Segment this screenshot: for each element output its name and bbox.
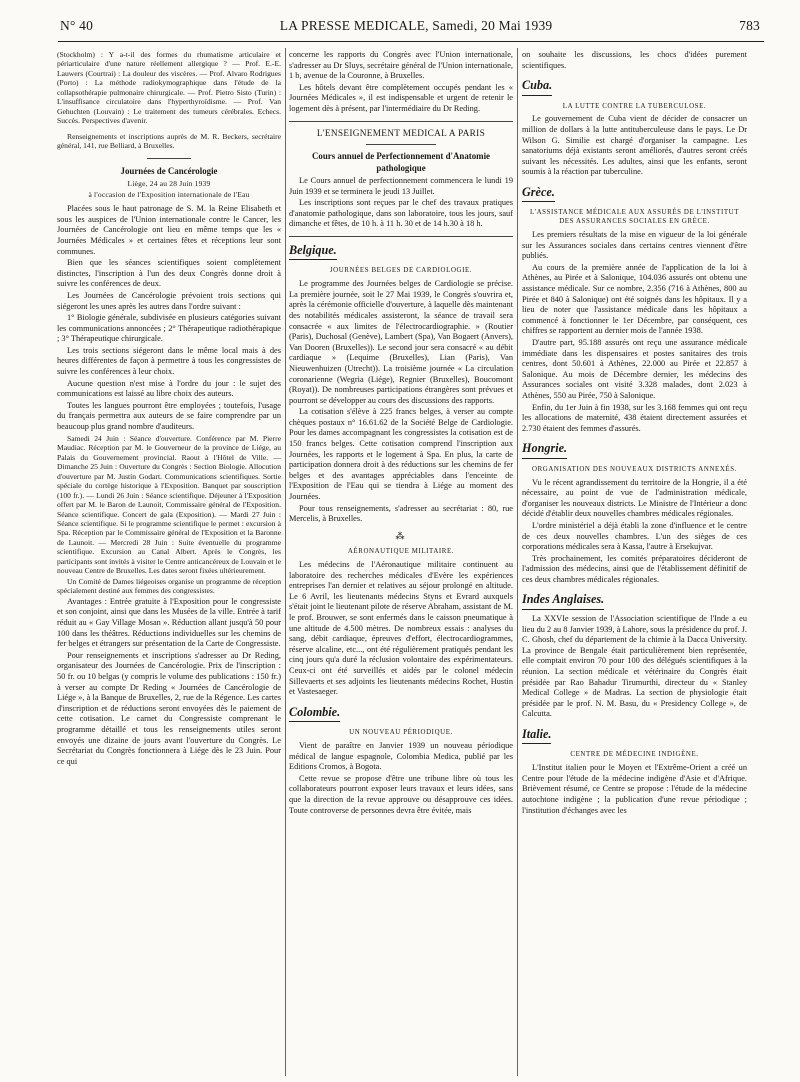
programme-paragraph: Samedi 24 Juin : Séance d'ouverture. Conférence par M. Pierre Maudiac. Réception par M. le Gouverneur de la province de Liége, au Palais du Gouvernement provincial. Raout à l'Hôtel de Ville. — Dimanche 25 Juin : Ouverture du Congrès : Section Biologie. Allocution d'ouverture par M. Justin Godart. Communications scientifiques. Sortie spéciale du cortège historique à l'Exposition. Banquet par souscription (100 fr.). — Lundi 26 Juin : Séance scientifique. Déjeuner à l'Exposition offert par M. le Baron de Launoit, Commissaire général de l'Exposition. Séance scientifique. Concert de gala (Exposition). — Mardi 27 Juin : Séance scientifique. Si le programme scientifique le permet : excursion à Spa. Réception par le Commissaire général de l'Exposition et la Baronne de Launoit. — Mercredi 28 Juin : Suite éventuelle du programme scientifique. Excursion au Canal Albert. Après le Congrès, les participants sont invités à visiter le Centre anticancéreux de Louvain et le nouveau Centre de Bruxelles. Les dates seront fixées ultérieurement.	[57, 433, 281, 576]
subsection-title: AÉRONAUTIQUE MILITAIRE.	[347, 548, 455, 556]
subsection-title: CENTRE DE MÉDECINE INDIGÈNE.	[570, 751, 699, 759]
paragraph: La XXVIe session de l'Association scientifique de l'Inde a eu lieu du 2 au 8 Janvier 1939, à Lahore, sous la présidence du prof. J. C. Ghosh, chef du département de la chimie à la Dacca University. La province de Bengale était particulièrement bien représentée, elle comptait environ 70 pour 100 des délégués scientifiques à la réunion. La section médicale et vétérinaire du Congrès était présidée par Rao Bahadur Tirumurthi, directeur du « Stanley Medical College » de Madras. La section de physiologie était présidée par le prof. N. M. Basu, du « Presidency College », de Calcutta.	[522, 613, 747, 719]
section-title: L'ENSEIGNEMENT MEDICAL A PARIS	[316, 128, 486, 139]
paragraph: Un Comité de Dames liégeoises organise un programme de réception spécialement destiné aux femmes des congressistes.	[57, 576, 281, 596]
paragraph: L'ordre ministériel a déjà établi la zone d'influence et le centre de ces deux nouvelles chambres. L'un des sièges de ces corporations médicales sera à Kassa, l'autre à Ersekujvar.	[522, 520, 747, 552]
issue-number: N° 40	[60, 18, 94, 33]
running-header	[60, 18, 760, 42]
paragraph: Avantages : Entrée gratuite à l'Exposition pour le congressiste et son conjoint, ainsi que dans les Musées de la ville. Entrée à tarif réduit au « Gay Village Mosan ». Réduction allant jusqu'à 50 pour 100 dans les théâtres. Réductions individuelles sur les chemins de fer belges et étrangers sur présentation de la Carte de Congressiste.	[57, 596, 281, 649]
paragraph: concerne les rapports du Congrès avec l'Union internationale, s'adresser au Dr Sluys, secrétaire général de l'Union internationale, 1 b, avenue de la Couronne, à Bruxelles.	[289, 50, 513, 81]
country-heading: Cuba.	[522, 78, 552, 95]
paragraph: Le gouvernement de Cuba vient de décider de consacrer un million de dollars à la lutte antituberculeuse dans le pays. Le Dr Wilson G. Similie est chargé d'organiser la campagne. Les sanatoriums déjà existants seront améliorés, d'autres seront créés suivant les nécessités. Les adultes, ainsi que les enfants, seront soumis à la réaction par tuberculine.	[522, 114, 747, 177]
separator	[147, 158, 191, 159]
paragraph: Les Journées de Cancérologie prévoient trois sections qui siégeront les unes après les autres dans l'ordre suivant :	[57, 290, 281, 311]
intro-paragraph: (Stockholm) : Y a-t-il des formes du rhumatisme articulaire et périarticulaire d'une nature réellement allergique ? — Prof. E.-E. Lauwers (Courtrai) : La douleur des viscères. — Prof. Alvaro Rodrigues (Porto) : La méthode radiokymographique dans l'étude de la collapsothérapie pulmonaire chirurgicale. — Prof. Pietro Sisto (Turin) : L'insuffisance circulatoire dans l'hyperthyroïdisme. — Prof. Van Gehuchten (Louvain) : Le traitement des tumeurs cérébrales. Echecs. Succès. Perspectives d'avenir.	[57, 50, 281, 126]
country-heading: Indes Anglaises.	[522, 592, 604, 609]
section-title: Cours annuel de Perfectionnement d'Anatomie pathologique	[312, 151, 490, 173]
paragraph: Les inscriptions sont reçues par le chef des travaux pratiques d'anatomie pathologique, dans son laboratoire, tous les jours, sauf dimanche et fêtes, de 10 h. à 11 h. 30 et de 14 h.30 à 18 h.	[289, 198, 513, 229]
country-heading: Italie.	[522, 727, 551, 744]
country-heading: Grèce.	[522, 185, 555, 202]
section-title: Journées de Cancérologie	[120, 165, 218, 176]
column-divider	[285, 48, 286, 1076]
separator	[289, 236, 513, 237]
column-right	[522, 50, 747, 1076]
subsection-title: L'ASSISTANCE MÉDICALE AUX ASSURÉS DE L'INSTITUT DES ASSURANCES SOCIALES EN GRÈCE.	[529, 209, 740, 226]
country-heading: Belgique.	[289, 243, 337, 260]
header-rule	[58, 41, 764, 42]
separator	[289, 121, 513, 122]
paragraph: Au cours de la première année de l'application de la loi à Athènes, au Pirée et à Salonique, 104.036 assurés ont obtenu une assistance médicale. Sur ce nombre, 2.356 (716 à Athènes, 800 au Pirée et 840 à Salonique) ont été soignés dans les hôpitaux. Il y a lieu de noter que l'assistance médicale dans les hôpitaux a commencé à fonctionner le 1er Décembre, par conséquent, ces chiffres se rapportent au dernier mois de l'année 1938.	[522, 262, 747, 336]
asterism-ornament: ⁂	[395, 530, 407, 541]
paragraph: Pour renseignements et inscriptions s'adresser au Dr Reding, organisateur des Journées de Cancérologie. Prix de l'inscription : 50 fr. ou 10 belgas (y compris le volume des publications : 150 fr.) à verser au compte Dr Reding « Journées de Cancérologie de Liége », à la Banque de Bruxelles, 2, rue de la Régence. Les cartes d'inscription et de réductions seront envoyées dès le paiement de cette cotisation. Le carnet du Congressiste comprenant le programme détaillé et tous les renseignements utiles seront envoyés une dizaine de jours avant l'ouverture du Congrès. Le Secrétariat du Congrès fonctionnera à Liége dès le 23 Juin. Pour ce qui	[57, 650, 281, 766]
paragraph: Vu le récent agrandissement du territoire de la Hongrie, il a été nécessaire, au point de vue de l'administration médicale, d'organiser les nouveaux districts. Le Ministre de l'Intérieur a donc décidé d'établir deux nouvelles chambres médicales régionales.	[522, 477, 747, 519]
paragraph: Les médecins de l'Aéronautique militaire continuent au laboratoire des recherches médicales d'Evère les expériences entreprises l'an dernier et relatives au séjour prolongé en altitude. Le 6 Avril, les lieutenants médecins Styns et Evrard auxquels s'était joint le lieutenant pilote de réserve Abraham, assistant de M. le prof. Brouwer, se sont enfermés dans le caisson pneumatique à une altitude de 4.500 mètres. De nombreux essais : analyses du sang, débit cardiaque, épreuves d'effort, électrocardiogrammes, réserve alcaline, etc..., ont été régulièrement pratiqués pendant les cinq jours qu'a duré la réclusion volontaire des expérimentateurs. Ceux-ci ont été surveillés et aidés par le colonel médecin Sillevaerts et ses adjoints les lieutenants médecins Rochet, Hustin et Vastesaeger.	[289, 560, 513, 697]
paragraph: Cette revue se propose d'être une tribune libre où tous les collaborateurs pourront exposer leurs travaux et leurs idées, sans que la direction de la revue approuve ou désapprouve ces idées. Toute controverse de personnes devra être évitée, mais	[289, 773, 513, 815]
paragraph: Aucune question n'est mise à l'ordre du jour : le sujet des communications est laissé au libre choix des auteurs.	[57, 378, 281, 399]
paragraph: La cotisation s'élève à 225 francs belges, à verser au compte chèques postaux n° 16.61.62 de la Société Belge de Cardiologie. Pour les dames accompagnant les congressistes la cotisation est de 150 francs belges. Cette cotisation comprend l'inscription aux Journées, les rapports et le logement à Spa. En plus, la carte de participation donnera droit à des réductions sur les chemins de fer belges et des avantages appréciables dans l'enceinte de l'Exposition de l'Eau qui se tiendra à Liége au moment des Journées.	[289, 407, 513, 502]
page-number: 783	[739, 18, 760, 33]
paragraph: D'autre part, 95.188 assurés ont reçu une assurance médicale immédiate dans les dispensaires et postes sanitaires des trois centres, dont 50.601 à Athènes, 22.000 au Pirée et 22.857 à Salonique. Au mois de Décembre dernier, les médecins des Assurances sociales ont visité 3.328 malades, dont 2.023 à Athènes, 550 au Pirée, 750 à Salonique.	[522, 337, 747, 400]
paragraph: Le Cours annuel de perfectionnement commencera le lundi 19 Juin 1939 et se terminera le jeudi 13 Juillet.	[289, 175, 513, 196]
paragraph: Bien que les séances scientifiques soient complètement distinctes, l'inscription à l'un des deux Congrès donne droit à suivre les conférences de deux.	[57, 258, 281, 289]
paragraph: Les trois sections siégeront dans le même local mais à des heures différentes de façon à permettre à tous les congressistes de suivre les conférences à leur choix.	[57, 345, 281, 377]
paragraph: Renseignements et inscriptions auprès de M. R. Beckers, secrétaire général, 141, rue Belliard, à Bruxelles.	[57, 131, 281, 151]
paragraph: Le programme des Journées belges de Cardiologie se précise. La première journée, soit le 27 Mai 1939, le Congrès s'ouvrira et, après la cérémonie officielle d'ouverture, à laquelle dès maintenant des notabilités médicales assisteront, la séance de travail sera consacrée « aux limites de l'électrocardiographie. » (Routier (Paris), Duchosal (Genève), Lambert (Spa), Van Bogaert (Anvers), Van Dooren (Bruxelles)). Le second jour sera consacré « au débit cardiaque » (Lequime (Bruxelles), Lian (Paris), Van Nieuwenhuizen (Utrecht)). La troisième journée « La circulation coronarienne (Wegria (Liége), Regnier (Bruxelles), Boucomont (Royat)). De nombreuses participations étrangères sont prévues et pourront se développer au cours des discussions des rapports.	[289, 279, 513, 405]
paragraph: Pour tous renseignements, s'adresser au secrétariat : 80, rue Mercelis, à Bruxelles.	[289, 503, 513, 524]
section-subtitle: à l'occasion de l'Exposition internationale de l'Eau	[88, 189, 250, 199]
column-left	[57, 50, 281, 1076]
journal-title: LA PRESSE MEDICALE, Samedi, 20 Mai 1939	[279, 18, 553, 33]
column-divider	[517, 48, 518, 1076]
paragraph: Enfin, du 1er Juin à fin 1938, sur les 3.168 femmes qui ont reçu les allocations de maternité, 438 étaient directement assurées et 2.730 étaient des femmes d'assurés.	[522, 402, 747, 433]
subsection-title: ORGANISATION DES NOUVEAUX DISTRICTS ANNEXÉS.	[532, 465, 737, 473]
paragraph: Vient de paraître en Janvier 1939 un nouveau périodique médical de langue espagnole, Colombia Medica, publié par les Editions Cromos, à Bogota.	[289, 740, 513, 772]
paragraph: Les premiers résultats de la mise en vigueur de la loi générale sur les Assurances sociales dans certains centres viennent d'être publiés.	[522, 230, 747, 261]
subsection-title: JOURNÉES BELGES DE CARDIOLOGIE.	[329, 267, 473, 275]
paragraph: on souhaite les discussions, les chocs d'idées purement scientifiques.	[522, 50, 747, 70]
section-subtitle: Liège, 24 au 28 Juin 1939	[127, 179, 211, 189]
column-middle	[289, 50, 513, 1076]
paragraph: 1° Biologie générale, subdivisée en plusieurs catégories suivant les communications annoncées ; 2° Thérapeutique radiothérapique ; 3° Thérapeutique chirurgicale.	[57, 313, 281, 344]
paragraph: Les hôtels devant être complètement occupés pendant les « Journées Médicales », il est indispensable et urgent de retenir le logement dès à présent, par l'intermédiaire du Dr Reding.	[289, 82, 513, 113]
subsection-title: UN NOUVEAU PÉRIODIQUE.	[349, 729, 453, 737]
separator	[366, 144, 436, 145]
paragraph: Toutes les langues pourront être employées ; toutefois, l'usage du français permettra aux auteurs de se faire comprendre par un beaucoup plus grand nombre d'auditeurs.	[57, 400, 281, 432]
subsection-title: LA LUTTE CONTRE LA TUBERCULOSE.	[562, 102, 707, 110]
paragraph: Placées sous le haut patronage de S. M. la Reine Elisabeth et sous les auspices de l'Union internationale contre le Cancer, les Journées de Cancérologie ont lieu en même temps que les « Journées Médicales » et certaines fêtes et réceptions leur sont communes.	[57, 204, 281, 256]
country-heading: Colombie.	[289, 705, 340, 722]
country-heading: Hongrie.	[522, 441, 567, 458]
paragraph: Très prochainement, les comités préparatoires décideront de l'admission des médecins, ainsi que de l'établissement définitif de ces deux chambres médicales régionales.	[522, 553, 747, 584]
paragraph: L'Institut italien pour le Moyen et l'Extrême-Orient a créé un Centre pour l'étude de la médecine indigène d'Asie et d'Afrique. Brièvement résumé, ce Centre se propose : l'étude de la médecine autochtone indigène ; la publication d'une revue périodique ; l'institution d'échanges avec les	[522, 763, 747, 815]
